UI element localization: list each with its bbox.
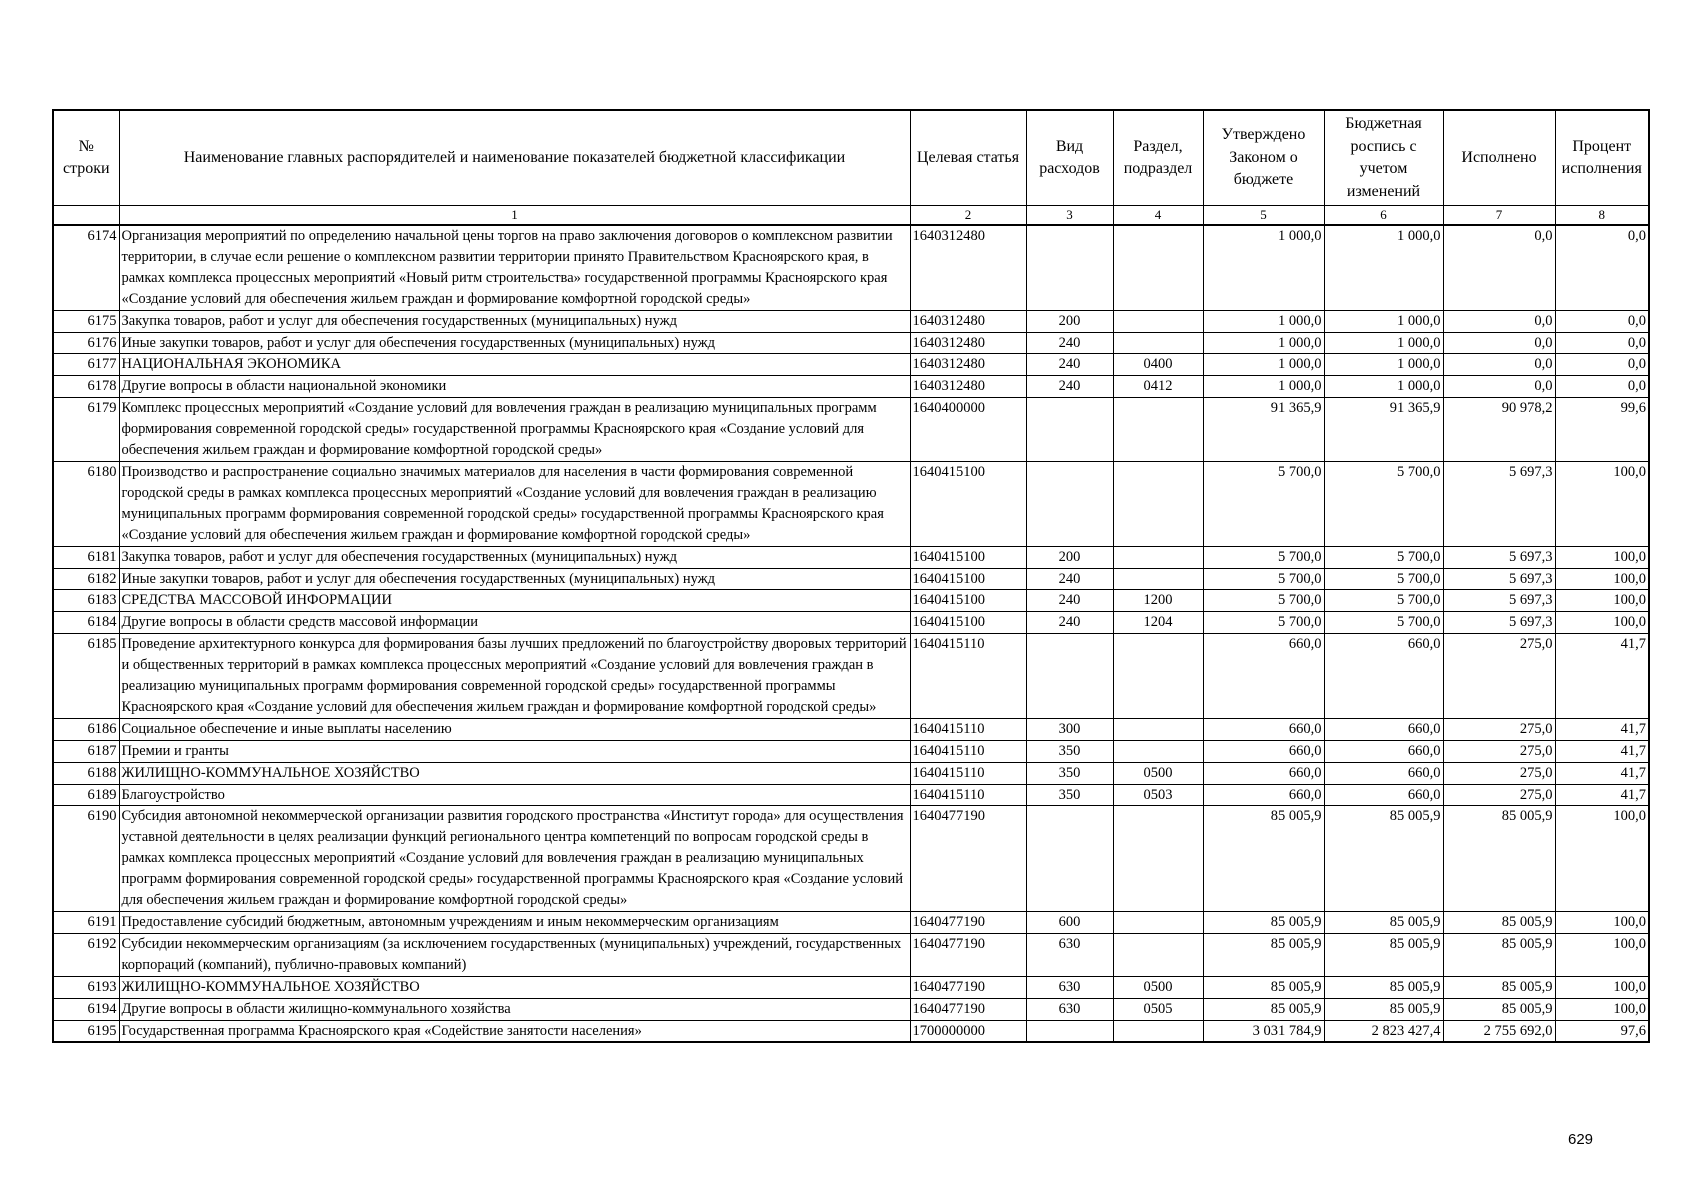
expense-type: 200: [1026, 546, 1113, 568]
executed-amount: 5 697,3: [1443, 461, 1555, 546]
column-number: 7: [1443, 206, 1555, 226]
execution-percent: 99,6: [1555, 398, 1649, 462]
item-name: Производство и распространение социально значимых материалов для населения в части формирования современной городской среды в рамках комплекса процессных мероприятий «Создание условий для вовлечения граждан в реализацию муниципальных программ формирования современной городской среды» государственной программы Красноярского края «Создание условий для обеспечения жильем граждан и формирование комфортной городской среды»: [119, 461, 910, 546]
approved-amount: 1 000,0: [1203, 310, 1324, 332]
schedule-amount: 5 700,0: [1324, 546, 1443, 568]
target-article: 1640415100: [910, 546, 1026, 568]
execution-percent: 41,7: [1555, 762, 1649, 784]
budget-table: [52, 109, 1650, 1043]
executed-amount: 0,0: [1443, 225, 1555, 310]
expense-type: 350: [1026, 740, 1113, 762]
expense-type: 350: [1026, 762, 1113, 784]
table-row: [53, 1020, 1649, 1042]
executed-amount: 2 755 692,0: [1443, 1020, 1555, 1042]
row-number: 6182: [53, 568, 119, 590]
target-article: 1640415100: [910, 568, 1026, 590]
execution-percent: 41,7: [1555, 718, 1649, 740]
row-number: 6195: [53, 1020, 119, 1042]
table-row: [53, 398, 1649, 462]
execution-percent: 97,6: [1555, 1020, 1649, 1042]
target-article: 1640415110: [910, 762, 1026, 784]
target-article: 1640415100: [910, 461, 1026, 546]
row-number: 6177: [53, 354, 119, 376]
approved-amount: 1 000,0: [1203, 354, 1324, 376]
row-number: 6181: [53, 546, 119, 568]
executed-amount: 5 697,3: [1443, 612, 1555, 634]
execution-percent: 100,0: [1555, 590, 1649, 612]
row-number: 6178: [53, 376, 119, 398]
approved-amount: 660,0: [1203, 740, 1324, 762]
schedule-amount: 85 005,9: [1324, 998, 1443, 1020]
expense-type: 350: [1026, 784, 1113, 806]
item-name: Закупка товаров, работ и услуг для обеспечения государственных (муниципальных) нужд: [119, 310, 910, 332]
header-name: Наименование главных распорядителей и наименование показателей бюджетной классификации: [119, 110, 910, 206]
executed-amount: 275,0: [1443, 762, 1555, 784]
schedule-amount: 1 000,0: [1324, 225, 1443, 310]
target-article: 1640415100: [910, 590, 1026, 612]
expense-type: 240: [1026, 612, 1113, 634]
schedule-amount: 85 005,9: [1324, 806, 1443, 912]
approved-amount: 1 000,0: [1203, 376, 1324, 398]
target-article: 1640312480: [910, 376, 1026, 398]
section-code: 0503: [1113, 784, 1203, 806]
target-article: 1640415110: [910, 634, 1026, 719]
row-number: 6179: [53, 398, 119, 462]
column-number: 3: [1026, 206, 1113, 226]
header-target-article: Целевая статья: [910, 110, 1026, 206]
header-section: Раздел, подраздел: [1113, 110, 1203, 206]
section-code: 1204: [1113, 612, 1203, 634]
row-number: 6189: [53, 784, 119, 806]
table-row: [53, 376, 1649, 398]
table-row: [53, 590, 1649, 612]
schedule-amount: 5 700,0: [1324, 568, 1443, 590]
executed-amount: 85 005,9: [1443, 912, 1555, 934]
item-name: Другие вопросы в области жилищно-коммунального хозяйства: [119, 998, 910, 1020]
schedule-amount: 1 000,0: [1324, 332, 1443, 354]
expense-type: 240: [1026, 332, 1113, 354]
approved-amount: 85 005,9: [1203, 806, 1324, 912]
section-code: [1113, 310, 1203, 332]
item-name: ЖИЛИЩНО-КОММУНАЛЬНОЕ ХОЗЯЙСТВО: [119, 976, 910, 998]
row-number: 6188: [53, 762, 119, 784]
expense-type: 200: [1026, 310, 1113, 332]
section-code: 1200: [1113, 590, 1203, 612]
item-name: Другие вопросы в области национальной экономики: [119, 376, 910, 398]
schedule-amount: 2 823 427,4: [1324, 1020, 1443, 1042]
section-code: 0500: [1113, 762, 1203, 784]
table-row: [53, 546, 1649, 568]
schedule-amount: 85 005,9: [1324, 933, 1443, 976]
column-number: 2: [910, 206, 1026, 226]
schedule-amount: 660,0: [1324, 718, 1443, 740]
expense-type: 600: [1026, 912, 1113, 934]
table-row: [53, 461, 1649, 546]
row-number: 6190: [53, 806, 119, 912]
row-number: 6176: [53, 332, 119, 354]
expense-type: [1026, 806, 1113, 912]
executed-amount: 0,0: [1443, 332, 1555, 354]
executed-amount: 275,0: [1443, 718, 1555, 740]
expense-type: 630: [1026, 998, 1113, 1020]
item-name: Благоустройство: [119, 784, 910, 806]
schedule-amount: 660,0: [1324, 740, 1443, 762]
execution-percent: 0,0: [1555, 310, 1649, 332]
target-article: 1640312480: [910, 310, 1026, 332]
target-article: 1640415110: [910, 740, 1026, 762]
column-number-row: [53, 206, 1649, 226]
approved-amount: 5 700,0: [1203, 612, 1324, 634]
item-name: Другие вопросы в области средств массовой информации: [119, 612, 910, 634]
table-row: [53, 634, 1649, 719]
schedule-amount: 660,0: [1324, 634, 1443, 719]
expense-type: 240: [1026, 590, 1113, 612]
expense-type: 240: [1026, 376, 1113, 398]
table-row: [53, 740, 1649, 762]
item-name: СРЕДСТВА МАССОВОЙ ИНФОРМАЦИИ: [119, 590, 910, 612]
executed-amount: 85 005,9: [1443, 976, 1555, 998]
approved-amount: 5 700,0: [1203, 461, 1324, 546]
table-row: [53, 354, 1649, 376]
target-article: 1640400000: [910, 398, 1026, 462]
row-number: 6175: [53, 310, 119, 332]
row-number: 6187: [53, 740, 119, 762]
schedule-amount: 85 005,9: [1324, 976, 1443, 998]
row-number: 6180: [53, 461, 119, 546]
schedule-amount: 1 000,0: [1324, 354, 1443, 376]
target-article: 1640415100: [910, 612, 1026, 634]
row-number: 6191: [53, 912, 119, 934]
table-row: [53, 912, 1649, 934]
section-code: 0505: [1113, 998, 1203, 1020]
section-code: [1113, 225, 1203, 310]
executed-amount: 85 005,9: [1443, 806, 1555, 912]
item-name: Проведение архитектурного конкурса для формирования базы лучших предложений по благоустройству дворовых территорий и общественных территорий в рамках комплекса процессных мероприятий «Создание условий для вовлечения граждан в реализацию муниципальных программ формирования современной городской среды» государственной программы Красноярского края «Создание условий для обеспечения жильем граждан и формирование комфортной городской среды»: [119, 634, 910, 719]
header-approved: Утверждено Законом о бюджете: [1203, 110, 1324, 206]
execution-percent: 0,0: [1555, 376, 1649, 398]
execution-percent: 0,0: [1555, 225, 1649, 310]
table-row: [53, 718, 1649, 740]
approved-amount: 1 000,0: [1203, 225, 1324, 310]
target-article: 1640477190: [910, 998, 1026, 1020]
target-article: 1640312480: [910, 354, 1026, 376]
row-number: 6183: [53, 590, 119, 612]
item-name: НАЦИОНАЛЬНАЯ ЭКОНОМИКА: [119, 354, 910, 376]
table-row: [53, 806, 1649, 912]
item-name: Иные закупки товаров, работ и услуг для обеспечения государственных (муниципальных) нужд: [119, 332, 910, 354]
execution-percent: 100,0: [1555, 612, 1649, 634]
target-article: 1640312480: [910, 332, 1026, 354]
item-name: ЖИЛИЩНО-КОММУНАЛЬНОЕ ХОЗЯЙСТВО: [119, 762, 910, 784]
item-name: Субсидия автономной некоммерческой организации развития городского пространства «Институт города» для осуществления уставной деятельности в целях реализации функций регионального центра компетенций по вопросам городской среды в рамках комплекса процессных мероприятий «Создание условий для вовлечения граждан в реализацию муниципальных программ формирования современной городской среды» государственной программы Красноярского края «Создание условий для обеспечения жильем граждан и формирование комфортной городской среды»: [119, 806, 910, 912]
execution-percent: 41,7: [1555, 784, 1649, 806]
table-row: [53, 310, 1649, 332]
section-code: [1113, 546, 1203, 568]
approved-amount: 91 365,9: [1203, 398, 1324, 462]
approved-amount: 660,0: [1203, 718, 1324, 740]
row-number: 6194: [53, 998, 119, 1020]
row-number: 6186: [53, 718, 119, 740]
item-name: Иные закупки товаров, работ и услуг для обеспечения государственных (муниципальных) нужд: [119, 568, 910, 590]
expense-type: 300: [1026, 718, 1113, 740]
execution-percent: 100,0: [1555, 546, 1649, 568]
approved-amount: 85 005,9: [1203, 998, 1324, 1020]
execution-percent: 100,0: [1555, 976, 1649, 998]
section-code: [1113, 461, 1203, 546]
section-code: [1113, 1020, 1203, 1042]
approved-amount: 1 000,0: [1203, 332, 1324, 354]
expense-type: 240: [1026, 354, 1113, 376]
schedule-amount: 660,0: [1324, 784, 1443, 806]
execution-percent: 100,0: [1555, 933, 1649, 976]
target-article: 1640477190: [910, 912, 1026, 934]
schedule-amount: 1 000,0: [1324, 310, 1443, 332]
schedule-amount: 1 000,0: [1324, 376, 1443, 398]
executed-amount: 85 005,9: [1443, 998, 1555, 1020]
executed-amount: 5 697,3: [1443, 590, 1555, 612]
expense-type: 240: [1026, 568, 1113, 590]
section-code: 0400: [1113, 354, 1203, 376]
item-name: Социальное обеспечение и иные выплаты населению: [119, 718, 910, 740]
schedule-amount: 660,0: [1324, 762, 1443, 784]
header-expense-type: Вид расходов: [1026, 110, 1113, 206]
row-number: 6192: [53, 933, 119, 976]
header-row: [53, 110, 1649, 206]
execution-percent: 100,0: [1555, 912, 1649, 934]
table-row: [53, 998, 1649, 1020]
approved-amount: 85 005,9: [1203, 933, 1324, 976]
executed-amount: 0,0: [1443, 354, 1555, 376]
expense-type: [1026, 398, 1113, 462]
expense-type: [1026, 461, 1113, 546]
table-row: [53, 568, 1649, 590]
executed-amount: 85 005,9: [1443, 933, 1555, 976]
column-number: 6: [1324, 206, 1443, 226]
expense-type: [1026, 225, 1113, 310]
table-row: [53, 784, 1649, 806]
item-name: Организация мероприятий по определению начальной цены торгов на право заключения договоров о комплексном развитии территории, в случае если решение о комплексном развитии территории принято Правительством Красноярского края, в рамках комплекса процессных мероприятий «Новый ритм строительства» государственной программы Красноярского края «Создание условий для обеспечения жильем граждан и формирование комфортной городской среды»: [119, 225, 910, 310]
section-code: [1113, 912, 1203, 934]
schedule-amount: 85 005,9: [1324, 912, 1443, 934]
approved-amount: 85 005,9: [1203, 976, 1324, 998]
row-number: 6193: [53, 976, 119, 998]
table-row: [53, 612, 1649, 634]
target-article: 1700000000: [910, 1020, 1026, 1042]
table-row: [53, 762, 1649, 784]
execution-percent: 0,0: [1555, 354, 1649, 376]
section-code: 0500: [1113, 976, 1203, 998]
executed-amount: 5 697,3: [1443, 546, 1555, 568]
section-code: [1113, 398, 1203, 462]
approved-amount: 85 005,9: [1203, 912, 1324, 934]
header-percent: Процент исполнения: [1555, 110, 1649, 206]
section-code: [1113, 718, 1203, 740]
execution-percent: 0,0: [1555, 332, 1649, 354]
table-row: [53, 332, 1649, 354]
approved-amount: 5 700,0: [1203, 568, 1324, 590]
execution-percent: 41,7: [1555, 634, 1649, 719]
table-row: [53, 976, 1649, 998]
item-name: Субсидии некоммерческим организациям (за исключением государственных (муниципальных) учреждений, государственных корпораций (компаний), публично-правовых компаний): [119, 933, 910, 976]
target-article: 1640415110: [910, 718, 1026, 740]
expense-type: 630: [1026, 933, 1113, 976]
expense-type: 630: [1026, 976, 1113, 998]
row-number: 6174: [53, 225, 119, 310]
executed-amount: 0,0: [1443, 376, 1555, 398]
executed-amount: 5 697,3: [1443, 568, 1555, 590]
expense-type: [1026, 1020, 1113, 1042]
item-name: Предоставление субсидий бюджетным, автономным учреждениям и иным некоммерческим организациям: [119, 912, 910, 934]
item-name: Премии и гранты: [119, 740, 910, 762]
target-article: 1640312480: [910, 225, 1026, 310]
schedule-amount: 91 365,9: [1324, 398, 1443, 462]
item-name: Комплекс процессных мероприятий «Создание условий для вовлечения граждан в реализацию муниципальных программ формирования современной городской среды» государственной программы Красноярского края «Создание условий для обеспечения жильем граждан и формирование комфортной городской среды»: [119, 398, 910, 462]
execution-percent: 100,0: [1555, 568, 1649, 590]
approved-amount: 5 700,0: [1203, 590, 1324, 612]
table-row: [53, 933, 1649, 976]
approved-amount: 660,0: [1203, 784, 1324, 806]
execution-percent: 100,0: [1555, 998, 1649, 1020]
schedule-amount: 5 700,0: [1324, 461, 1443, 546]
executed-amount: 90 978,2: [1443, 398, 1555, 462]
approved-amount: 5 700,0: [1203, 546, 1324, 568]
column-number: 4: [1113, 206, 1203, 226]
expense-type: [1026, 634, 1113, 719]
executed-amount: 275,0: [1443, 784, 1555, 806]
execution-percent: 100,0: [1555, 806, 1649, 912]
header-budget-schedule: Бюджетная роспись с учетом изменений: [1324, 110, 1443, 206]
execution-percent: 41,7: [1555, 740, 1649, 762]
header-executed: Исполнено: [1443, 110, 1555, 206]
column-number: 5: [1203, 206, 1324, 226]
row-number: 6185: [53, 634, 119, 719]
target-article: 1640415110: [910, 784, 1026, 806]
row-number: 6184: [53, 612, 119, 634]
target-article: 1640477190: [910, 976, 1026, 998]
page-number: 629: [1568, 1131, 1594, 1148]
approved-amount: 3 031 784,9: [1203, 1020, 1324, 1042]
header-row-number: № строки: [53, 110, 119, 206]
schedule-amount: 5 700,0: [1324, 612, 1443, 634]
table-body: [53, 225, 1649, 1042]
section-code: [1113, 806, 1203, 912]
item-name: Государственная программа Красноярского края «Содействие занятости населения»: [119, 1020, 910, 1042]
section-code: [1113, 740, 1203, 762]
target-article: 1640477190: [910, 933, 1026, 976]
executed-amount: 0,0: [1443, 310, 1555, 332]
executed-amount: 275,0: [1443, 740, 1555, 762]
item-name: Закупка товаров, работ и услуг для обеспечения государственных (муниципальных) нужд: [119, 546, 910, 568]
section-code: 0412: [1113, 376, 1203, 398]
executed-amount: 275,0: [1443, 634, 1555, 719]
section-code: [1113, 568, 1203, 590]
execution-percent: 100,0: [1555, 461, 1649, 546]
section-code: [1113, 332, 1203, 354]
table-row: [53, 225, 1649, 310]
column-number: 1: [119, 206, 910, 226]
section-code: [1113, 634, 1203, 719]
approved-amount: 660,0: [1203, 634, 1324, 719]
approved-amount: 660,0: [1203, 762, 1324, 784]
target-article: 1640477190: [910, 806, 1026, 912]
column-number: [53, 206, 119, 226]
section-code: [1113, 933, 1203, 976]
schedule-amount: 5 700,0: [1324, 590, 1443, 612]
column-number: 8: [1555, 206, 1649, 226]
